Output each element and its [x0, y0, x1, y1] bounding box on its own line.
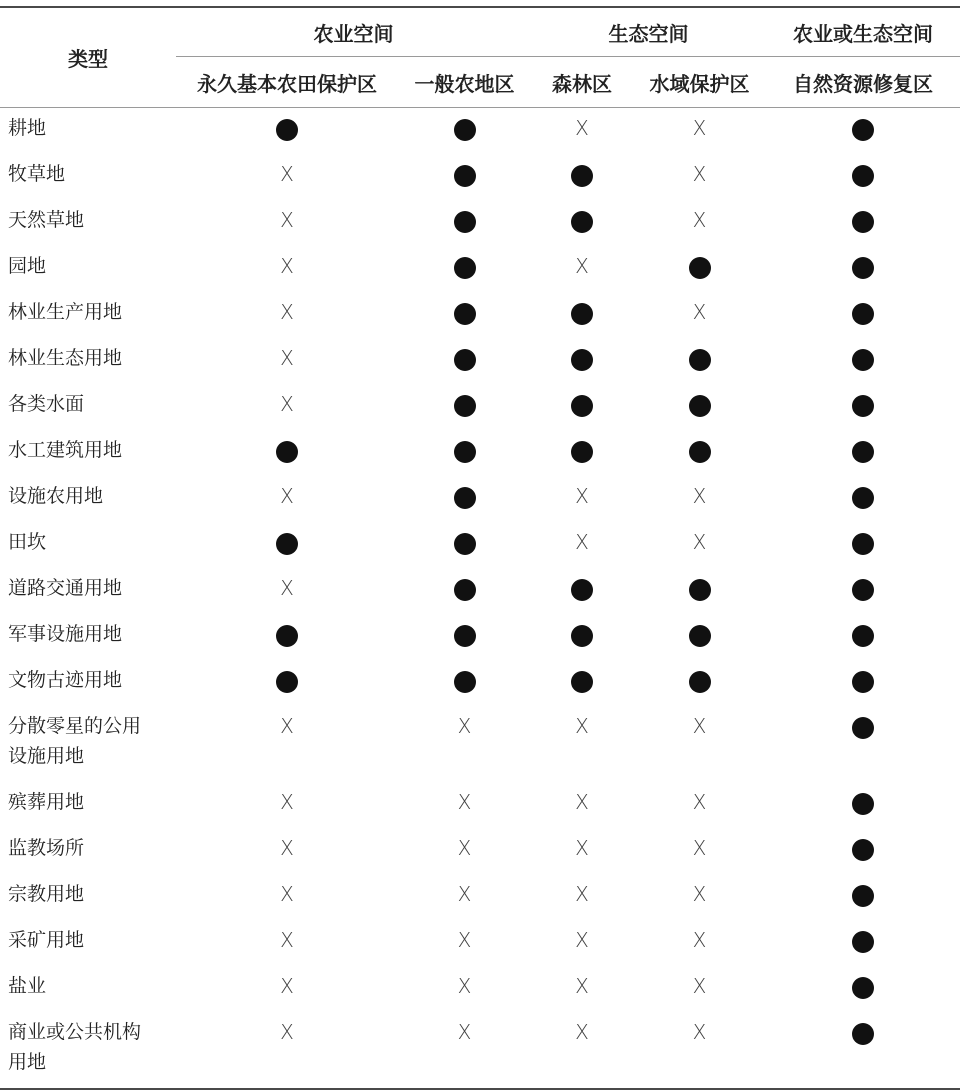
row-cell	[633, 660, 766, 706]
row-cell	[398, 1012, 531, 1089]
allowed-dot-icon	[689, 257, 711, 279]
allowed-dot-icon	[454, 441, 476, 463]
allowed-dot-icon	[276, 119, 298, 141]
not-allowed-mark: X	[280, 208, 294, 232]
row-label: 园地	[8, 255, 47, 277]
row-cell	[176, 108, 398, 155]
header-zone-water-protection: 水域保护区	[633, 57, 766, 108]
row-cell	[766, 660, 960, 706]
not-allowed-mark: X	[692, 208, 707, 232]
row-label: 水工建筑用地	[8, 439, 123, 461]
row-cell	[531, 568, 633, 614]
not-allowed-mark: X	[575, 974, 589, 998]
row-label: 殡葬用地	[8, 791, 85, 813]
row-label: 道路交通用地	[8, 577, 123, 599]
row-cell	[176, 614, 398, 660]
row-cell	[176, 874, 398, 920]
row-cell	[766, 200, 960, 246]
row-cell	[531, 706, 633, 782]
not-allowed-mark: X	[575, 928, 589, 952]
not-allowed-mark: X	[692, 530, 707, 554]
row-cell	[398, 660, 531, 706]
allowed-dot-icon	[571, 395, 593, 417]
allowed-dot-icon	[852, 533, 874, 555]
allowed-dot-icon	[276, 441, 298, 463]
not-allowed-mark: X	[575, 882, 589, 906]
not-allowed-mark: X	[575, 836, 589, 860]
header-type: 类型	[0, 7, 176, 108]
table-body	[0, 108, 960, 1090]
row-cell	[766, 522, 960, 568]
allowed-dot-icon	[571, 349, 593, 371]
table-row	[0, 384, 960, 430]
allowed-dot-icon	[454, 165, 476, 187]
not-allowed-mark: X	[692, 882, 707, 906]
not-allowed-mark: X	[692, 1020, 707, 1044]
allowed-dot-icon	[852, 395, 874, 417]
row-cell	[633, 828, 766, 874]
allowed-dot-icon	[852, 165, 874, 187]
allowed-dot-icon	[852, 931, 874, 953]
row-cell	[531, 154, 633, 200]
row-cell	[766, 292, 960, 338]
row-cell	[766, 430, 960, 476]
table-row	[0, 522, 960, 568]
not-allowed-mark: X	[692, 790, 707, 814]
row-cell	[633, 568, 766, 614]
row-label: 牧草地	[8, 163, 66, 185]
row-cell	[766, 920, 960, 966]
allowed-dot-icon	[852, 349, 874, 371]
allowed-dot-icon	[689, 349, 711, 371]
row-cell	[176, 476, 398, 522]
row-cell	[398, 338, 531, 384]
allowed-dot-icon	[852, 1023, 874, 1045]
row-cell	[766, 246, 960, 292]
not-allowed-mark: X	[692, 484, 707, 508]
row-cell	[176, 782, 398, 828]
not-allowed-mark: X	[280, 484, 294, 508]
row-cell	[766, 154, 960, 200]
table-row	[0, 568, 960, 614]
allowed-dot-icon	[454, 257, 476, 279]
not-allowed-mark: X	[457, 836, 472, 860]
row-cell	[398, 920, 531, 966]
row-cell	[398, 154, 531, 200]
row-cell	[633, 782, 766, 828]
header-row-groups	[0, 7, 960, 57]
allowed-dot-icon	[454, 349, 476, 371]
header-group-ecology: 生态空间	[531, 7, 766, 57]
row-cell	[398, 706, 531, 782]
row-label: 天然草地	[8, 209, 85, 231]
not-allowed-mark: X	[280, 576, 294, 600]
allowed-dot-icon	[571, 579, 593, 601]
table-row	[0, 476, 960, 522]
table-row	[0, 430, 960, 476]
row-cell	[398, 384, 531, 430]
row-cell	[766, 782, 960, 828]
header-zone-forest: 森林区	[531, 57, 633, 108]
table-row	[0, 614, 960, 660]
row-cell	[633, 966, 766, 1012]
allowed-dot-icon	[571, 303, 593, 325]
row-label: 田坎	[8, 531, 47, 553]
allowed-dot-icon	[276, 625, 298, 647]
allowed-dot-icon	[852, 487, 874, 509]
row-cell	[398, 568, 531, 614]
not-allowed-mark: X	[280, 300, 294, 324]
not-allowed-mark: X	[575, 714, 589, 738]
not-allowed-mark: X	[692, 116, 707, 140]
allowed-dot-icon	[689, 441, 711, 463]
allowed-dot-icon	[276, 533, 298, 555]
table-row	[0, 246, 960, 292]
allowed-dot-icon	[689, 579, 711, 601]
row-cell	[398, 522, 531, 568]
row-cell	[633, 874, 766, 920]
row-cell	[176, 522, 398, 568]
row-cell	[531, 828, 633, 874]
row-cell	[531, 874, 633, 920]
not-allowed-mark: X	[575, 116, 589, 140]
allowed-dot-icon	[571, 441, 593, 463]
allowed-dot-icon	[852, 625, 874, 647]
not-allowed-mark: X	[575, 530, 589, 554]
not-allowed-mark: X	[280, 714, 294, 738]
row-label: 分散零星的公用 设施用地	[8, 715, 142, 767]
row-label: 监教场所	[8, 837, 85, 859]
not-allowed-mark: X	[457, 974, 472, 998]
row-cell	[766, 1012, 960, 1089]
allowed-dot-icon	[571, 211, 593, 233]
table-row	[0, 828, 960, 874]
table-row	[0, 706, 960, 782]
not-allowed-mark: X	[457, 1020, 472, 1044]
not-allowed-mark: X	[692, 714, 707, 738]
row-cell	[398, 246, 531, 292]
header-zone-general-farmland: 一般农地区	[398, 57, 531, 108]
table-row	[0, 108, 960, 155]
row-cell	[531, 292, 633, 338]
allowed-dot-icon	[454, 211, 476, 233]
not-allowed-mark: X	[575, 1020, 589, 1044]
header-zone-permanent-farmland: 永久基本农田保护区	[176, 57, 398, 108]
row-cell	[766, 614, 960, 660]
row-cell	[531, 476, 633, 522]
row-cell	[398, 828, 531, 874]
header-zone-restoration: 自然资源修复区	[766, 57, 960, 108]
row-cell	[398, 430, 531, 476]
allowed-dot-icon	[454, 119, 476, 141]
row-cell	[531, 660, 633, 706]
not-allowed-mark: X	[457, 714, 472, 738]
allowed-dot-icon	[454, 395, 476, 417]
row-cell	[531, 782, 633, 828]
not-allowed-mark: X	[280, 790, 294, 814]
row-cell	[633, 154, 766, 200]
row-cell	[633, 384, 766, 430]
allowed-dot-icon	[852, 441, 874, 463]
row-cell	[176, 154, 398, 200]
table-row	[0, 920, 960, 966]
allowed-dot-icon	[454, 487, 476, 509]
row-label: 采矿用地	[8, 929, 85, 951]
allowed-dot-icon	[852, 579, 874, 601]
row-cell	[176, 384, 398, 430]
not-allowed-mark: X	[692, 836, 707, 860]
row-cell	[398, 782, 531, 828]
land-use-table	[0, 6, 960, 1090]
table-row	[0, 338, 960, 384]
row-cell	[633, 292, 766, 338]
allowed-dot-icon	[852, 885, 874, 907]
not-allowed-mark: X	[280, 1020, 294, 1044]
not-allowed-mark: X	[457, 790, 472, 814]
row-cell	[398, 614, 531, 660]
row-label: 林业生产用地	[8, 301, 123, 323]
row-cell	[398, 966, 531, 1012]
row-cell	[766, 966, 960, 1012]
row-cell	[531, 108, 633, 155]
allowed-dot-icon	[689, 671, 711, 693]
table-row	[0, 1012, 960, 1089]
allowed-dot-icon	[454, 579, 476, 601]
allowed-dot-icon	[454, 303, 476, 325]
allowed-dot-icon	[276, 671, 298, 693]
allowed-dot-icon	[852, 119, 874, 141]
not-allowed-mark: X	[280, 346, 294, 370]
allowed-dot-icon	[571, 625, 593, 647]
row-cell	[633, 614, 766, 660]
row-label: 文物古迹用地	[8, 669, 123, 691]
not-allowed-mark: X	[575, 484, 589, 508]
row-cell	[633, 338, 766, 384]
row-cell	[531, 614, 633, 660]
row-cell	[531, 966, 633, 1012]
row-cell	[176, 966, 398, 1012]
row-cell	[633, 476, 766, 522]
row-cell	[531, 522, 633, 568]
row-cell	[766, 828, 960, 874]
row-cell	[398, 200, 531, 246]
row-cell	[766, 874, 960, 920]
allowed-dot-icon	[852, 671, 874, 693]
row-cell	[176, 920, 398, 966]
not-allowed-mark: X	[280, 392, 294, 416]
row-cell	[633, 920, 766, 966]
allowed-dot-icon	[852, 717, 874, 739]
not-allowed-mark: X	[280, 974, 294, 998]
row-cell	[531, 246, 633, 292]
row-cell	[633, 246, 766, 292]
row-cell	[176, 430, 398, 476]
row-cell	[766, 384, 960, 430]
row-label: 设施农用地	[8, 485, 104, 507]
row-cell	[633, 522, 766, 568]
row-cell	[398, 476, 531, 522]
not-allowed-mark: X	[575, 790, 589, 814]
allowed-dot-icon	[571, 671, 593, 693]
row-cell	[766, 706, 960, 782]
table-row	[0, 782, 960, 828]
table-row	[0, 200, 960, 246]
allowed-dot-icon	[454, 625, 476, 647]
not-allowed-mark: X	[457, 928, 472, 952]
row-cell	[176, 1012, 398, 1089]
row-label: 各类水面	[8, 393, 85, 415]
row-label: 商业或公共机构 用地	[0, 1012, 176, 1089]
row-cell	[531, 920, 633, 966]
allowed-dot-icon	[852, 303, 874, 325]
row-label: 盐业	[8, 975, 47, 997]
not-allowed-mark: X	[280, 928, 294, 952]
row-label: 军事设施用地	[8, 623, 123, 645]
row-cell	[176, 706, 398, 782]
row-cell	[176, 338, 398, 384]
row-label: 宗教用地	[8, 883, 85, 905]
allowed-dot-icon	[571, 165, 593, 187]
not-allowed-mark: X	[280, 254, 294, 278]
row-cell	[633, 108, 766, 155]
row-cell	[176, 246, 398, 292]
row-cell	[633, 430, 766, 476]
header-group-agri-or-eco: 农业或生态空间	[766, 7, 960, 57]
row-cell	[633, 200, 766, 246]
not-allowed-mark: X	[692, 300, 707, 324]
allowed-dot-icon	[852, 977, 874, 999]
row-cell	[766, 108, 960, 155]
row-cell	[176, 660, 398, 706]
allowed-dot-icon	[852, 211, 874, 233]
table-row	[0, 660, 960, 706]
row-cell	[531, 384, 633, 430]
not-allowed-mark: X	[280, 162, 294, 186]
not-allowed-mark: X	[692, 928, 707, 952]
row-cell	[176, 292, 398, 338]
row-cell	[531, 1012, 633, 1089]
allowed-dot-icon	[689, 395, 711, 417]
not-allowed-mark: X	[280, 836, 294, 860]
allowed-dot-icon	[852, 839, 874, 861]
row-cell	[531, 338, 633, 384]
row-label: 林业生态用地	[8, 347, 123, 369]
row-cell	[176, 828, 398, 874]
not-allowed-mark: X	[575, 254, 589, 278]
not-allowed-mark: X	[692, 162, 707, 186]
row-cell	[531, 200, 633, 246]
table-row	[0, 966, 960, 1012]
header-group-agriculture: 农业空间	[176, 7, 531, 57]
row-cell	[633, 1012, 766, 1089]
row-cell	[398, 108, 531, 155]
allowed-dot-icon	[852, 257, 874, 279]
not-allowed-mark: X	[692, 974, 707, 998]
row-cell	[633, 706, 766, 782]
table-row	[0, 154, 960, 200]
allowed-dot-icon	[689, 625, 711, 647]
row-cell	[176, 568, 398, 614]
allowed-dot-icon	[454, 533, 476, 555]
table-row	[0, 292, 960, 338]
row-cell	[398, 874, 531, 920]
row-cell	[398, 292, 531, 338]
allowed-dot-icon	[454, 671, 476, 693]
row-cell	[766, 476, 960, 522]
allowed-dot-icon	[852, 793, 874, 815]
not-allowed-mark: X	[280, 882, 294, 906]
row-cell	[531, 430, 633, 476]
table-row	[0, 874, 960, 920]
row-cell	[176, 200, 398, 246]
row-label: 耕地	[8, 117, 47, 139]
row-cell	[766, 338, 960, 384]
row-cell	[766, 568, 960, 614]
not-allowed-mark: X	[457, 882, 472, 906]
